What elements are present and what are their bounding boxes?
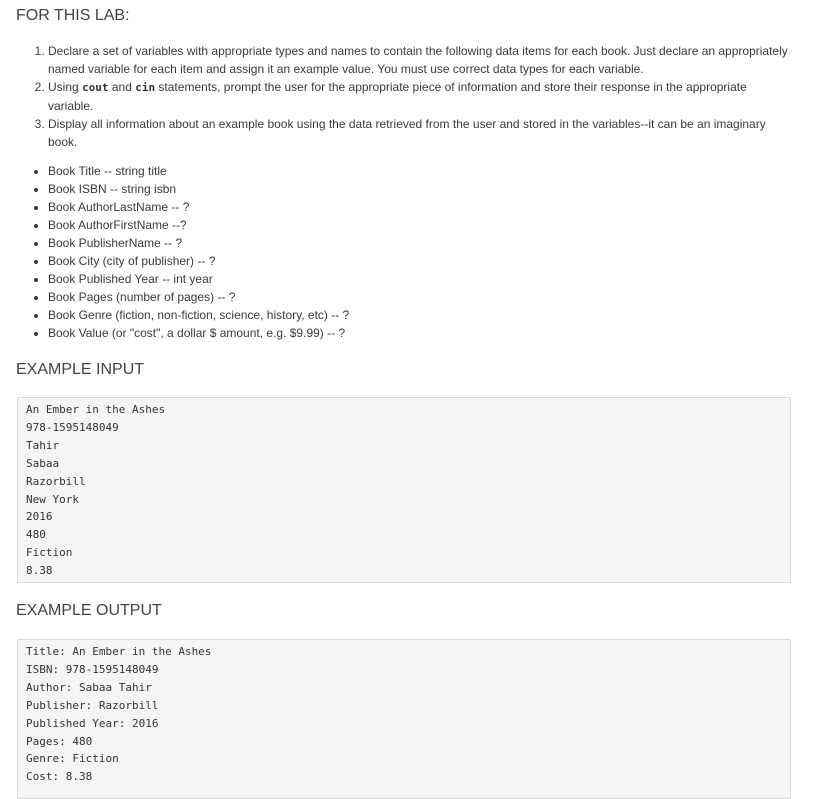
step-text-prefix: Using: [48, 80, 83, 94]
code-line: Author: Sabaa Tahir: [26, 680, 152, 694]
step-item: [48, 78, 788, 115]
code-line: Title: An Ember in the Ashes: [26, 645, 212, 658]
list-item: • Book Pages (number of pages) -- ?: [48, 288, 349, 306]
step-text: Declare a set of variables with appropriate types and names to contain the following data items for each book. Just declare an appropriately named variable for each item and assign it an example value. You must use correct data types for each variable.: [48, 44, 788, 76]
code-line: Pages: 480: [26, 734, 93, 748]
code-line: Publisher: Razorbill: [26, 698, 159, 712]
list-item: • Book Published Year -- int year: [48, 270, 349, 288]
list-item: • Book AuthorFirstName --?: [48, 216, 349, 234]
example-input-heading: EXAMPLE INPUT: [16, 361, 145, 378]
list-item: • Book Genre (fiction, non-fiction, science, history, etc) -- ?: [48, 306, 349, 324]
list-item: • Book AuthorLastName -- ?: [48, 198, 349, 216]
list-item: • Book Title -- string title: [48, 162, 349, 180]
inline-code-cin: cin: [135, 81, 156, 94]
code-line: Razorbill: [26, 474, 86, 488]
example-output-code-block: [17, 639, 791, 799]
list-item: • Book PublisherName -- ?: [48, 234, 349, 252]
step-text-mid: and: [108, 80, 136, 94]
code-line: ISBN: 978-1595148049: [26, 662, 159, 676]
list-item: • Book Value (or "cost", a dollar $ amount, e.g. $9.99) -- ?: [48, 324, 349, 342]
list-item: • Book ISBN -- string isbn: [48, 180, 349, 198]
example-input-code-block: [17, 397, 791, 583]
code-line: Published Year: 2016: [26, 716, 159, 730]
code-line: 480: [26, 528, 46, 542]
code-line: Genre: Fiction: [26, 752, 119, 766]
code-line: 2016: [26, 510, 53, 524]
code-line: Tahir: [26, 438, 60, 452]
code-line: 978-1595148049: [26, 420, 119, 434]
step-text: Display all information about an example book using the data retrieved from the user and stored in the variables--it can be an imaginary book.: [48, 117, 766, 149]
step-text-suffix: statements, prompt the user for the appropriate piece of information and store their response in the appropriate variable.: [48, 80, 747, 113]
book-fields-list: [16, 162, 349, 342]
code-line: Cost: 8.38: [26, 770, 93, 784]
inline-code-cout: cout: [82, 81, 109, 94]
example-output-heading: EXAMPLE OUTPUT: [16, 602, 162, 619]
list-item: • Book City (city of publisher) -- ?: [48, 252, 349, 270]
step-item: [48, 42, 788, 78]
code-line: New York: [26, 492, 79, 506]
code-line: Fiction: [26, 546, 73, 560]
code-line: 8.38: [26, 564, 53, 578]
code-line: An Ember in the Ashes: [26, 403, 166, 416]
step-item: [48, 115, 788, 151]
steps-list: [16, 42, 788, 151]
lab-heading: FOR THIS LAB:: [16, 7, 130, 24]
code-line: Sabaa: [26, 456, 60, 470]
